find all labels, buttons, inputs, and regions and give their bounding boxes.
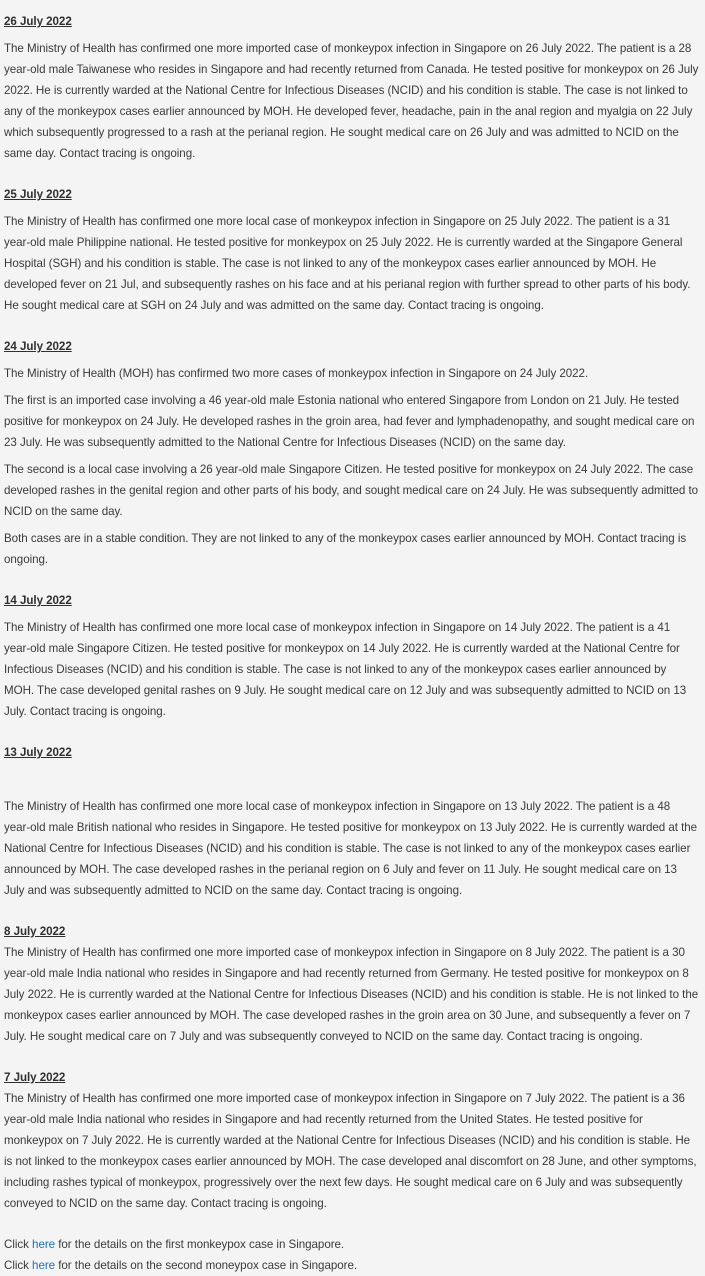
first-case-link-line: [4, 1234, 699, 1255]
section-paragraph: The second is a local case involving a 26 year-old male Singapore Citizen. He tested positive for monkeypox on 24 July 2022. The case developed rashes in the genital region and other parts of his body, and sought medical care on 24 July. He was subsequently admitted to NCID on the same day.: [4, 463, 699, 518]
update-section-7-july: [4, 1067, 699, 1214]
first-case-details-link[interactable]: here: [32, 1238, 56, 1251]
update-section-25-july: [4, 184, 699, 316]
update-section-26-july: [4, 11, 699, 164]
section-paragraph: The Ministry of Health (MOH) has confirmed two more cases of monkeypox infection in Singapore on 24 July 2022.: [4, 367, 589, 380]
link-prefix: Click: [4, 1259, 33, 1272]
section-paragraph: The first is an imported case involving a 46 year-old male Estonia national who entered Singapore from London on 21 July. He tested positive for monkeypox on 24 July. He developed rashes in the groin area, had fever and lymphadenopathy, and sought medical care on 23 July. He was subsequently admitted to the National Centre for Infectious Diseases (NCID) on the same day.: [4, 394, 695, 449]
update-section-13-july: [4, 742, 699, 901]
section-paragraph: The Ministry of Health has confirmed one more local case of monkeypox infection in Singapore on 13 July 2022. The patient is a 48 year-old male British national who resides in Singapore. He tested positive for monkeypox on 13 July 2022. He is currently warded at the National Centre for Infectious Diseases (NCID) and his condition is stable. The case is not linked to any of the monkeypox cases earlier announced by MOH. The case developed rashes in the perianal region on 6 July and fever on 11 July. He sought medical care on 13 July and was subsequently admitted to NCID on the same day. Contact tracing is ongoing.: [4, 800, 698, 897]
section-date-heading: 26 July 2022: [4, 15, 72, 28]
update-section-14-july: [4, 590, 699, 722]
link-prefix: Click: [4, 1238, 33, 1251]
second-case-details-link[interactable]: here: [32, 1259, 56, 1272]
empty-paragraph-spacer: [4, 769, 699, 796]
section-paragraph: The Ministry of Health has confirmed one more local case of monkeypox infection in Singapore on 14 July 2022. The patient is a 41 year-old male Singapore Citizen. He tested positive for monkeypox on 14 July 2022. He is currently warded at the National Centre for Infectious Diseases (NCID) and his condition is stable. The case is not linked to any of the monkeypox cases earlier announced by MOH. The case developed genital rashes on 9 July. He sought medical care on 12 July and was subsequently admitted to NCID on 13 July. Contact tracing is ongoing.: [4, 621, 687, 718]
section-paragraph: The Ministry of Health has confirmed one more imported case of monkeypox infection in Singapore on 8 July 2022. The patient is a 30 year-old male India national who resides in Singapore and had recently returned from Germany. He tested positive for monkeypox on 8 July 2022. He is currently warded at the National Centre for Infectious Diseases (NCID) and his condition is stable. He is not linked to the monkeypox cases earlier announced by MOH. The case developed rashes in the groin area on 30 June, and subsequently a fever on 7 July. He sought medical care on 7 July and was subsequently conveyed to NCID on the same day. Contact tracing is ongoing.: [4, 946, 699, 1043]
update-section-8-july: [4, 921, 699, 1047]
section-date-heading: 25 July 2022: [4, 188, 72, 201]
link-suffix: for the details on the first monkeypox case in Singapore.: [55, 1238, 345, 1251]
link-suffix: for the details on the second moneypox case in Singapore.: [55, 1259, 358, 1272]
section-date-heading: 14 July 2022: [4, 594, 72, 607]
section-paragraph: The Ministry of Health has confirmed one more imported case of monkeypox infection in Singapore on 26 July 2022. The patient is a 28 year-old male Taiwanese who resides in Singapore and had recently returned from Canada. He tested positive for monkeypox on 26 July 2022. He is currently warded at the National Centre for Infectious Diseases (NCID) and his condition is stable. The case is not linked to any of the monkeypox cases earlier announced by MOH. He developed fever, headache, pain in the anal region and myalgia on 22 July which subsequently progressed to a rash at the perianal region. He sought medical care on 26 July and was admitted to NCID on the same day. Contact tracing is ongoing.: [4, 42, 699, 160]
section-date-heading: 8 July 2022: [4, 925, 66, 938]
second-case-link-line: [4, 1255, 699, 1276]
section-paragraph: The Ministry of Health has confirmed one more imported case of monkeypox infection in Singapore on 7 July 2022. The patient is a 36 year-old male India national who resides in Singapore and had recently returned from the United States. He tested positive for monkeypox on 7 July 2022. He is currently warded at the National Centre for Infectious Diseases (NCID) and his condition is stable. He is not linked to the monkeypox cases earlier announced by MOH. The case developed anal discomfort on 28 June, and other symptoms, including rashes typical of monkeypox, progressively over the next few days. He sought medical care on 6 July and was subsequently conveyed to NCID on the same day. Contact tracing is ongoing.: [4, 1092, 697, 1210]
update-section-24-july: [4, 336, 699, 570]
section-date-heading: 24 July 2022: [4, 340, 72, 353]
section-paragraph: Both cases are in a stable condition. They are not linked to any of the monkeypox cases earlier announced by MOH. Contact tracing is ongoing.: [4, 532, 687, 566]
section-paragraph: The Ministry of Health has confirmed one more local case of monkeypox infection in Singapore on 25 July 2022. The patient is a 31 year-old male Philippine national. He tested positive for monkeypox on 25 July 2022. He is currently warded at the Singapore General Hospital (SGH) and his condition is stable. The case is not linked to any of the monkeypox cases earlier announced by MOH. He developed fever on 21 Jul, and subsequently rashes on his face and at his perianal region with further spread to other parts of his body. He sought medical care at SGH on 24 July and was admitted on the same day. Contact tracing is ongoing.: [4, 215, 691, 312]
section-date-heading: 7 July 2022: [4, 1071, 66, 1084]
section-date-heading: 13 July 2022: [4, 746, 72, 759]
case-details-links: [4, 1234, 699, 1276]
